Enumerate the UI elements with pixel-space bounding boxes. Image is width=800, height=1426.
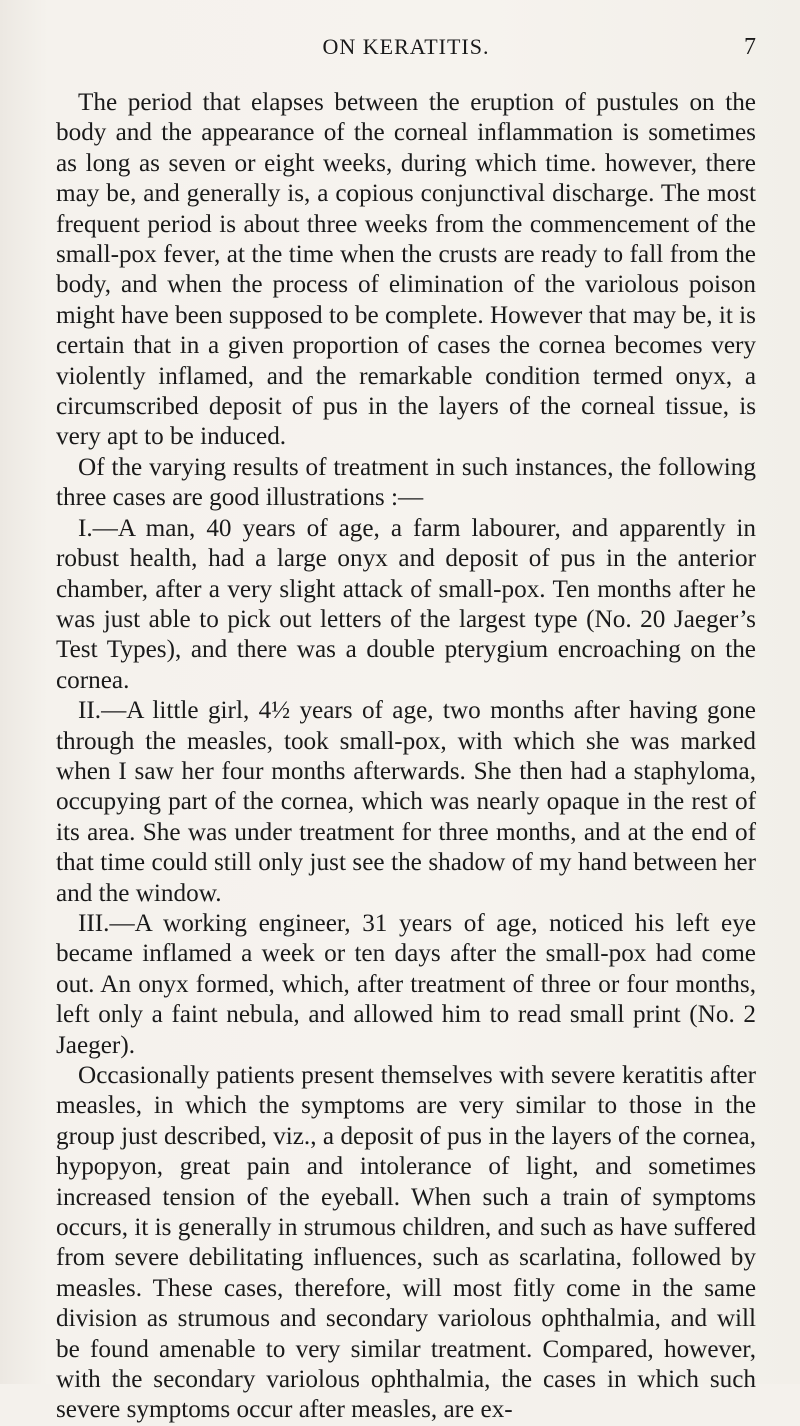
body-text bbox=[56, 88, 756, 1426]
running-head bbox=[56, 34, 756, 74]
paragraph-onset-period: The period that elapses between the eruption of pustules on the body and the appearance of the corneal inflammation is sometimes as long as seven or eight weeks, during which time. however, there may be, and generally is, a copious conjunctival discharge. The most frequent period is about three weeks from the commencement of the small-pox fever, at the time when the crusts are ready to fall from the body, and when the process of elimination of the variolous poison might have been supposed to be complete. However that may be, it is certain that in a given proportion of cases the cornea becomes very violently inflamed, and the remarkable condition termed onyx, a circumscribed deposit of pus in the layers of the corneal tissue, is very apt to be induced. bbox=[56, 89, 756, 451]
page-number: 7 bbox=[744, 34, 756, 60]
paragraph-illustrations-intro: Of the varying results of treatment in such instances, the following three cases are good illustrations :— bbox=[56, 453, 756, 512]
paragraph-case-two: II.—A little girl, 4½ years of age, two months after having gone through the measles, took small-pox, with which she was marked when I saw her four months afterwards. She then had a staphyloma, occupying part of the cornea, which was nearly opaque in the rest of its area. She was under treatment for three months, and at the end of that time could still only just see the shadow of my hand between her and the window. bbox=[56, 697, 756, 907]
paragraph-measles-keratitis: Occasionally patients present themselves with severe keratitis after measles, in which the symptoms are very similar to those in the group just described, viz., a deposit of pus in the layers of the cornea, hypopyon, great pain and intolerance of light, and sometimes increased tension of the eyeball. When such a train of symptoms occurs, it is generally in strumous children, and such as have suffered from severe debilitating influences, such as scarlatina, followed by measles. These cases, therefore, will most fitly come in the same division as strumous and secondary variolous ophthalmia, and will be found amenable to very similar treatment. Compared, however, with the secondary variolous ophthalmia, the cases in which such severe symptoms occur after measles, are ex- bbox=[56, 1062, 756, 1424]
paragraph-case-three: III.—A working engineer, 31 years of age, noticed his left eye became inflamed a week or ten days after the small-pox had come out. An onyx formed, which, after treatment of three or four months, left only a faint nebula, and allowed him to read small print (No. 2 Jaeger). bbox=[56, 909, 756, 1059]
paragraph-case-one: I.—A man, 40 years of age, a farm labourer, and apparently in robust health, had a large onyx and deposit of pus in the anterior chamber, after a very slight attack of small-pox. Ten months after he was just able to pick out letters of the largest type (No. 20 Jaeger’s Test Types), and there was a double pterygium encroaching on the cornea. bbox=[56, 514, 756, 694]
running-title: ON KERATITIS. bbox=[322, 34, 490, 59]
